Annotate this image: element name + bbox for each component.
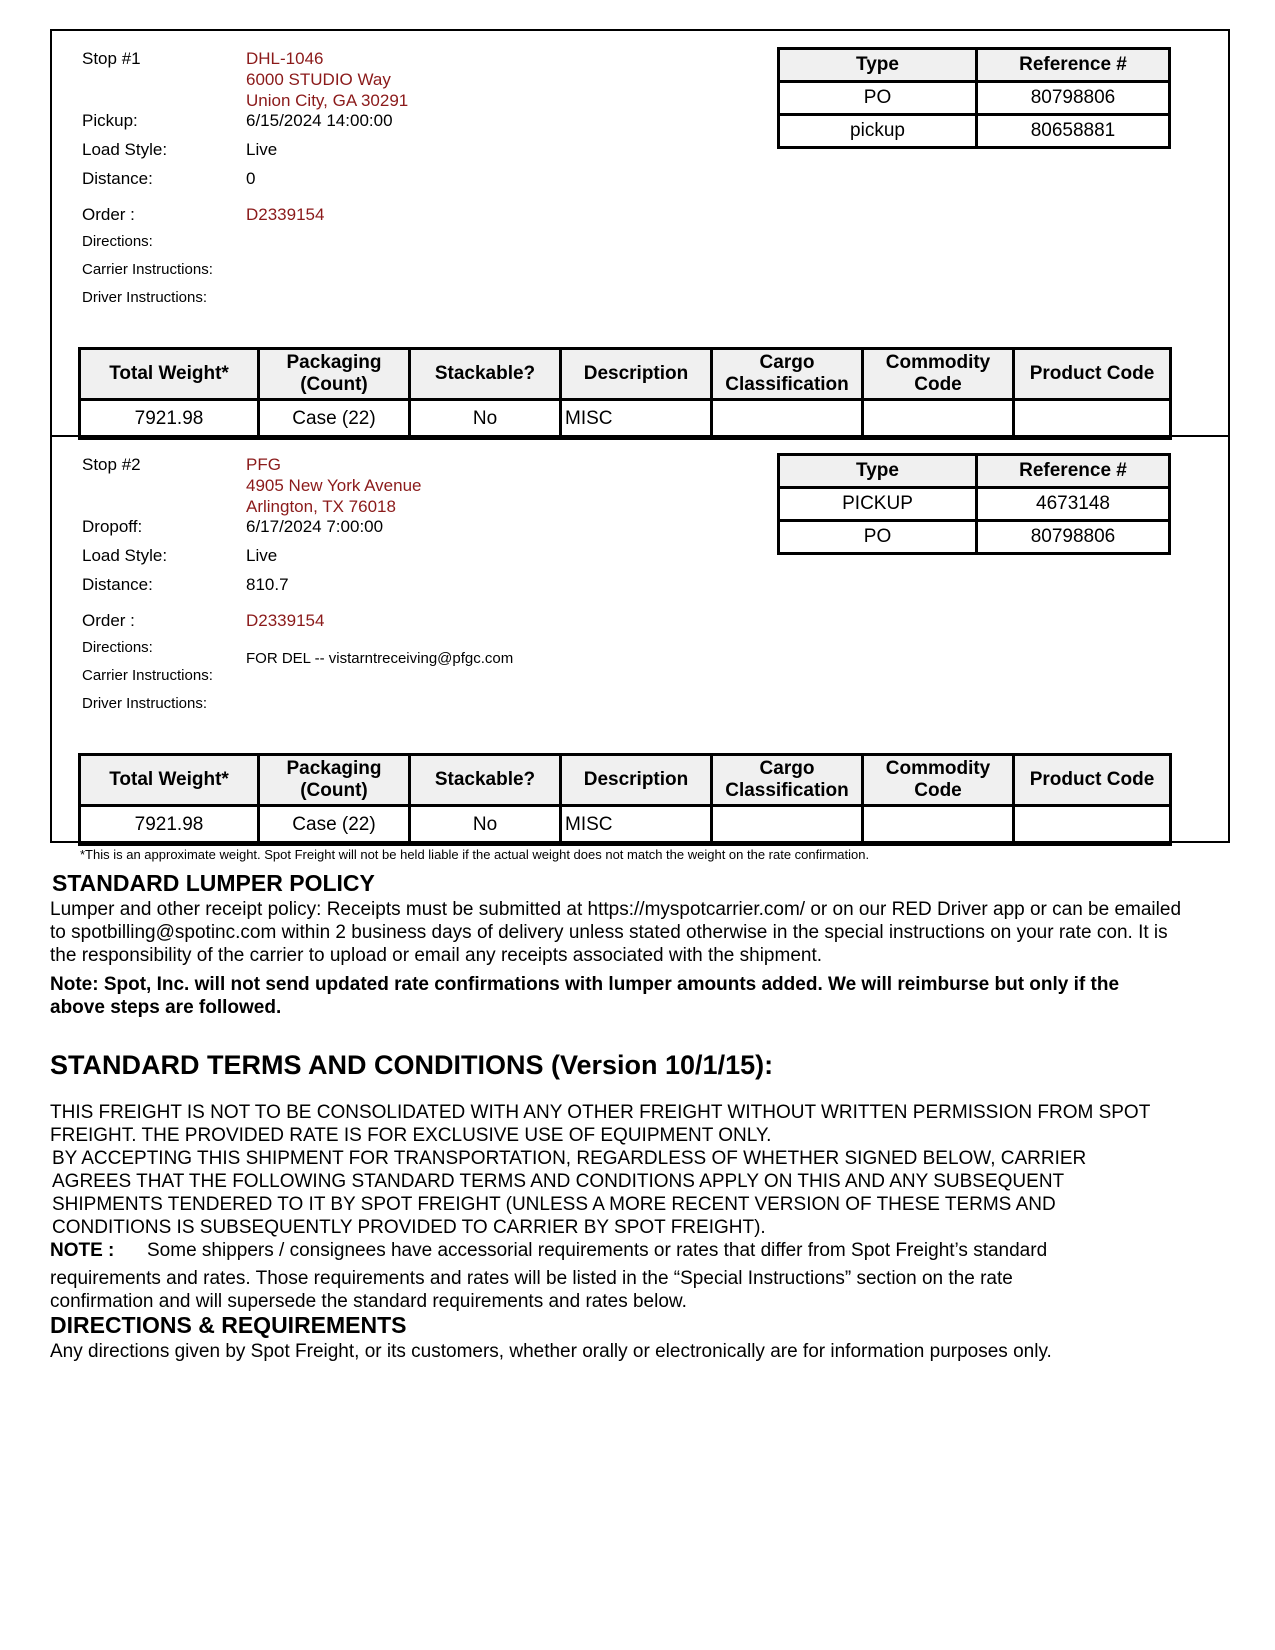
table-row xyxy=(80,400,1171,439)
product-code-header: Product Code xyxy=(1014,755,1171,806)
stop-2-distance-value: 810.7 xyxy=(246,575,289,594)
stop-2-time-value: 6/17/2024 7:00:00 xyxy=(246,517,384,536)
ref-type: PO xyxy=(779,82,977,115)
stop-1-time-label: Pickup: xyxy=(82,111,138,130)
terms-paragraph-2: BY ACCEPTING THIS SHIPMENT FOR TRANSPORTATION, REGARDLESS OF WHETHER SIGNED BELOW, CARRIER AGREES THAT THE FOLLOWING STANDARD TERMS AND CONDITIONS APPLY ON THIS AND ANY SUBSEQUENT SHIPMENTS TENDERED TO IT BY SPOT FREIGHT (UNLESS A MORE RECENT VERSION OF THESE TERMS AND CONDITIONS IS SUBSEQUENTLY PROVIDED TO CARRIER BY SPOT FREIGHT). xyxy=(52,1148,1087,1238)
reference-header: Reference # xyxy=(977,49,1170,82)
description-cell: MISC xyxy=(561,400,712,439)
type-header: Type xyxy=(779,455,977,488)
table-header-row xyxy=(80,349,1171,400)
stop-2-directions-label: Directions: xyxy=(82,639,153,656)
stop-1-reference-table xyxy=(777,47,1171,149)
commodity-code-header: Commodity Code xyxy=(863,349,1014,400)
commodity-code-header: Commodity Code xyxy=(863,755,1014,806)
lumper-policy-note: Note: Spot, Inc. will not send updated rate confirmations with lumper amounts added. We will reimburse but only if the above steps are followed. xyxy=(50,974,1120,1018)
stop-1-time-value: 6/15/2024 14:00:00 xyxy=(246,111,393,130)
lumper-policy-heading: STANDARD LUMPER POLICY xyxy=(52,870,375,896)
commodity-code-cell xyxy=(863,400,1014,439)
stop-2-load-style-value: Live xyxy=(246,546,278,565)
stop-2-section xyxy=(50,435,1230,843)
total-weight-header: Total Weight* xyxy=(80,349,259,400)
reference-header: Reference # xyxy=(977,455,1170,488)
commodity-code-cell xyxy=(863,806,1014,845)
stop-1-name: DHL-1046 xyxy=(246,49,324,68)
stop-2-carrier-instructions-label: Carrier Instructions: xyxy=(82,667,213,684)
ref-type: PICKUP xyxy=(779,488,977,521)
stop-1-address2: Union City, GA 30291 xyxy=(246,91,409,110)
total-weight-cell: 7921.98 xyxy=(80,806,259,845)
stop-2-name: PFG xyxy=(246,455,281,474)
stop-2-address2: Arlington, TX 76018 xyxy=(246,497,396,516)
packaging-cell: Case (22) xyxy=(259,400,410,439)
stop-2-label: Stop #2 xyxy=(82,455,141,474)
stop-1-directions-label: Directions: xyxy=(82,233,153,250)
stop-1-cargo-table xyxy=(78,347,1172,440)
table-header-row xyxy=(779,455,1170,488)
cargo-classification-header: Cargo Classification xyxy=(712,755,863,806)
stop-2-driver-instructions-label: Driver Instructions: xyxy=(82,695,208,712)
directions-body: Any directions given by Spot Freight, or its customers, whether orally or electronically are for information purposes only. xyxy=(50,1341,1052,1362)
stop-2-order-label: Order : xyxy=(82,611,135,630)
stop-1-order-label: Order : xyxy=(82,205,135,224)
ref-number: 4673148 xyxy=(977,488,1170,521)
stop-2-reference-table xyxy=(777,453,1171,555)
stackable-header: Stackable? xyxy=(410,755,561,806)
stackable-cell: No xyxy=(410,806,561,845)
stop-1-label: Stop #1 xyxy=(82,49,141,68)
table-row xyxy=(779,521,1170,554)
ref-type: pickup xyxy=(779,115,977,148)
stop-1-distance-value: 0 xyxy=(246,169,256,188)
stop-2-carrier-instructions-value: FOR DEL -- vistarntreceiving@pfgc.com xyxy=(246,650,514,667)
table-row xyxy=(779,488,1170,521)
stop-1-load-style-value: Live xyxy=(246,140,278,159)
stop-2-cargo-table xyxy=(78,753,1172,846)
stop-2-order-value: D2339154 xyxy=(246,611,325,630)
stop-2-address1: 4905 New York Avenue xyxy=(246,476,422,495)
ref-type: PO xyxy=(779,521,977,554)
stop-1-address1: 6000 STUDIO Way xyxy=(246,70,391,89)
packaging-header: Packaging (Count) xyxy=(259,349,410,400)
product-code-cell xyxy=(1014,400,1171,439)
terms-note-rest: requirements and rates. Those requirements and rates will be listed in the “Special Instructions” section on the rate confirmation and will supersede the standard requirements and rates below. xyxy=(50,1268,1013,1312)
total-weight-cell: 7921.98 xyxy=(80,400,259,439)
table-row xyxy=(779,115,1170,148)
stackable-header: Stackable? xyxy=(410,349,561,400)
terms-heading: STANDARD TERMS AND CONDITIONS (Version 10/1/15): xyxy=(50,1050,774,1080)
table-row xyxy=(80,806,1171,845)
cargo-classification-header: Cargo Classification xyxy=(712,349,863,400)
stop-1-carrier-instructions-label: Carrier Instructions: xyxy=(82,261,213,278)
product-code-header: Product Code xyxy=(1014,349,1171,400)
total-weight-header: Total Weight* xyxy=(80,755,259,806)
terms-paragraph-1: THIS FREIGHT IS NOT TO BE CONSOLIDATED WITH ANY OTHER FREIGHT WITHOUT WRITTEN PERMISSION FROM SPOT FREIGHT. THE PROVIDED RATE IS FOR EXCLUSIVE USE OF EQUIPMENT ONLY. xyxy=(50,1102,1150,1146)
description-header: Description xyxy=(561,755,712,806)
stop-2-distance-label: Distance: xyxy=(82,575,153,594)
stop-1-section xyxy=(50,29,1230,437)
stop-1-order-value: D2339154 xyxy=(246,205,325,224)
terms-note-line1: Some shippers / consignees have accessorial requirements or rates that differ from Spot Freight’s standard xyxy=(147,1240,1048,1261)
cargo-classification-cell xyxy=(712,806,863,845)
stackable-cell: No xyxy=(410,400,561,439)
ref-number: 80798806 xyxy=(977,82,1170,115)
stop-2-time-label: Dropoff: xyxy=(82,517,143,536)
ref-number: 80798806 xyxy=(977,521,1170,554)
type-header: Type xyxy=(779,49,977,82)
packaging-cell: Case (22) xyxy=(259,806,410,845)
terms-note-label: NOTE : xyxy=(50,1240,115,1261)
weight-disclaimer: *This is an approximate weight. Spot Freight will not be held liable if the actual weight does not match the weight on the rate confirmation. xyxy=(80,847,870,862)
stop-1-distance-label: Distance: xyxy=(82,169,153,188)
table-header-row xyxy=(80,755,1171,806)
stop-1-load-style-label: Load Style: xyxy=(82,140,168,159)
description-header: Description xyxy=(561,349,712,400)
cargo-classification-cell xyxy=(712,400,863,439)
lumper-policy-body: Lumper and other receipt policy: Receipts must be submitted at https://myspotcarrier.com/ or on our RED Driver app or can be emailed to spotbilling@spotinc.com within 2 business days of delivery unless stated otherwise in the special instructions on your rate con. It is the responsibility of the carrier to upload or email any receipts associated with the shipment. xyxy=(50,899,1182,966)
packaging-header: Packaging (Count) xyxy=(259,755,410,806)
stop-2-load-style-label: Load Style: xyxy=(82,546,168,565)
table-row xyxy=(779,82,1170,115)
stop-1-driver-instructions-label: Driver Instructions: xyxy=(82,289,208,306)
description-cell: MISC xyxy=(561,806,712,845)
ref-number: 80658881 xyxy=(977,115,1170,148)
directions-heading: DIRECTIONS & REQUIREMENTS xyxy=(50,1312,407,1338)
product-code-cell xyxy=(1014,806,1171,845)
table-header-row xyxy=(779,49,1170,82)
